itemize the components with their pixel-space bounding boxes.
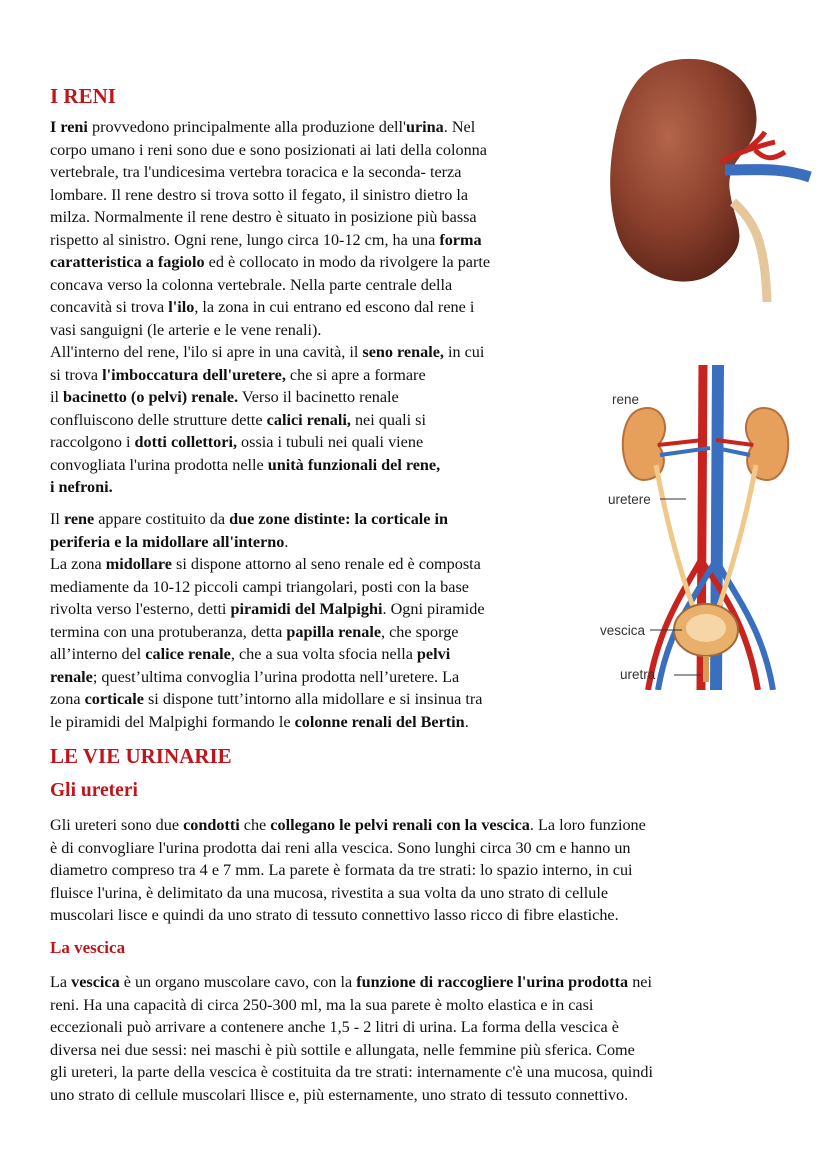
- text-line: il bacinetto (o pelvi) renale. Verso il bacinetto renale: [50, 388, 399, 406]
- text-line: muscolari lisce e quindi da uno strato di tessuto connettivo lasso ricco di fibre elastiche.: [50, 906, 619, 924]
- bold-term: dotti collettori,: [134, 433, 237, 451]
- label-vescica: vescica: [600, 623, 646, 638]
- bold-term: bacinetto (o pelvi) renale.: [63, 388, 239, 406]
- bold-term: papilla renale: [286, 622, 382, 641]
- bold-term: I reni: [50, 118, 88, 136]
- text-line: Gli ureteri sono due condotti che collegano le pelvi renali con la vescica. La loro funzione: [50, 816, 646, 834]
- bold-term: caratteristica a fagiolo: [50, 253, 205, 271]
- text-line: caratteristica a fagiolo ed è collocato in modo da rivolgere la parte: [50, 253, 491, 271]
- paragraph-reni-intro: [50, 116, 590, 499]
- text-line: eccezionali può arrivare a contenere anche 1,5 - 2 litri di urina. La forma della vescica è: [50, 1018, 619, 1036]
- bold-term: seno renale,: [362, 343, 444, 361]
- text-line: lombare. Il rene destro si trova sotto il fegato, il sinistro dietro la: [50, 185, 469, 204]
- bold-term: l'ilo: [168, 298, 195, 316]
- text-line: mediamente da 10-12 piccoli campi triangolari, posti con la base: [50, 577, 469, 596]
- bladder-interior: [686, 614, 726, 642]
- bold-term: renale: [50, 667, 93, 686]
- bold-term: pelvi: [416, 645, 451, 663]
- text-line: diametro compreso tra 4 e 7 mm. La parete è formata da tre strati: lo spazio interno, in cui: [50, 861, 633, 879]
- kidney-illustration: [605, 52, 815, 302]
- text-line: concavità si trova l'ilo, la zona in cui entrano ed escono dal rene i: [50, 298, 475, 316]
- text-line: concava verso la colonna vertebrale. Nella parte centrale della: [50, 275, 453, 294]
- bold-term: funzione di raccogliere l'urina prodotta: [356, 973, 629, 991]
- text-line: I reni provvedono principalmente alla produzione dell'urina. Nel: [50, 118, 476, 136]
- bold-term: midollare: [105, 555, 172, 573]
- bold-term: vescica: [71, 973, 120, 991]
- text-line: è di convogliare l'urina prodotta dai reni alla vescica. Sono lunghi circa 30 cm e hanno un: [50, 838, 631, 857]
- text-line: milza. Normalmente il rene destro è situato in posizione più bassa: [50, 208, 477, 226]
- renal-vein: [725, 170, 810, 177]
- text-line: All'interno del rene, l'ilo si apre in una cavità, il seno renale, in cui: [50, 343, 485, 361]
- section-title-reni: I RENI: [50, 84, 116, 108]
- text-line: termina con una protuberanza, detta papilla renale, che sporge: [50, 622, 459, 641]
- bold-term: condotti: [183, 816, 240, 834]
- bold-term: colonne renali del Bertin: [294, 712, 465, 731]
- bold-term: corticale: [84, 690, 144, 708]
- ureter-tube: [733, 202, 767, 302]
- text-line: rivolta verso l'esterno, detti piramidi del Malpighi. Ogni piramide: [50, 600, 485, 618]
- text-line: vasi sanguigni (le arterie e le vene renali).: [50, 320, 322, 339]
- text-line: rispetto al sinistro. Ogni rene, lungo circa 10-12 cm, ha una forma: [50, 230, 482, 249]
- text-line: vertebrale, tra l'undicesima vertebra toracica e la seconda- terza: [50, 163, 462, 181]
- text-line: fluisce l'urina, è delimitato da una mucosa, rivestita a sua volta da uno strato di cellule: [50, 883, 609, 902]
- text-line: periferia e la midollare all'interno.: [50, 532, 289, 551]
- text-line: all’interno del calice renale, che a sua volta sfocia nella pelvi: [50, 645, 451, 663]
- paragraph-reni-zone: [50, 508, 590, 733]
- text-line: reni. Ha una capacità di circa 250-300 ml, ma la sua parete è molto elastica e in casi: [50, 995, 594, 1014]
- bold-term: rene: [63, 510, 95, 528]
- bold-term: urina: [405, 118, 444, 136]
- bold-term: calice renale: [145, 645, 231, 663]
- bold-term: collegano le pelvi renali con la vescica: [270, 816, 530, 834]
- bold-term: i nefroni.: [50, 478, 113, 496]
- bold-term: calici renali,: [266, 410, 351, 429]
- text-line: La zona midollare si dispone attorno al seno renale ed è composta: [50, 555, 481, 573]
- text-line: uno strato di cellule muscolari llisce e, più esternamente, uno strato di tessuto connettivo.: [50, 1085, 629, 1104]
- paragraph-vescica: [50, 971, 790, 1106]
- bold-term: periferia e la midollare all'interno: [50, 532, 285, 551]
- text-line: renale; quest’ultima convoglia l’urina prodotta nell’uretere. La: [50, 667, 460, 686]
- text-line: confluiscono delle strutture dette calici renali, nei quali si: [50, 410, 426, 429]
- text-line: gli ureteri, la parte della vescica è costituita da tre strati: internamente c'è una mucosa, quindi: [50, 1063, 653, 1081]
- text-line: La vescica è un organo muscolare cavo, con la funzione di raccogliere l'urina prodotta nei: [50, 973, 652, 991]
- text-line: Il rene appare costituito da due zone distinte: la corticale in: [50, 510, 449, 528]
- bold-term: piramidi del Malpighi: [230, 600, 383, 618]
- section-title-vie-urinarie: LE VIE URINARIE: [50, 744, 232, 768]
- bold-term: unità funzionali del rene,: [267, 455, 441, 474]
- label-uretere: uretere: [608, 492, 651, 507]
- bold-term: due zone distinte: la corticale in: [229, 510, 449, 528]
- bold-term: l'imboccatura dell'uretere,: [102, 365, 286, 384]
- urinary-system-diagram: [598, 360, 813, 690]
- label-uretra: uretra: [620, 667, 656, 682]
- bold-term: forma: [439, 230, 482, 249]
- subsection-title-vescica: La vescica: [50, 938, 126, 957]
- text-line: corpo umano i reni sono due e sono posizionati ai lati della colonna: [50, 140, 487, 159]
- text-line: diversa nei due sessi: nei maschi è più sottile e allungata, nelle femmine più sferica. Come: [50, 1040, 635, 1059]
- text-line: zona corticale si dispone tutt’intorno alla midollare e si insinua tra: [50, 690, 483, 708]
- text-line: convogliata l'urina prodotta nelle unità funzionali del rene,: [50, 455, 441, 474]
- text-line: le piramidi del Malpighi formando le colonne renali del Bertin.: [50, 712, 469, 731]
- text-line: [50, 476, 590, 499]
- paragraph-ureteri: [50, 814, 790, 927]
- label-rene: rene: [612, 392, 640, 407]
- text-line: si trova l'imboccatura dell'uretere, che si apre a formare: [50, 365, 426, 384]
- subsection-title-ureteri: Gli ureteri: [50, 780, 138, 801]
- text-line: raccolgono i dotti collettori, ossia i tubuli nei quali viene: [50, 433, 424, 451]
